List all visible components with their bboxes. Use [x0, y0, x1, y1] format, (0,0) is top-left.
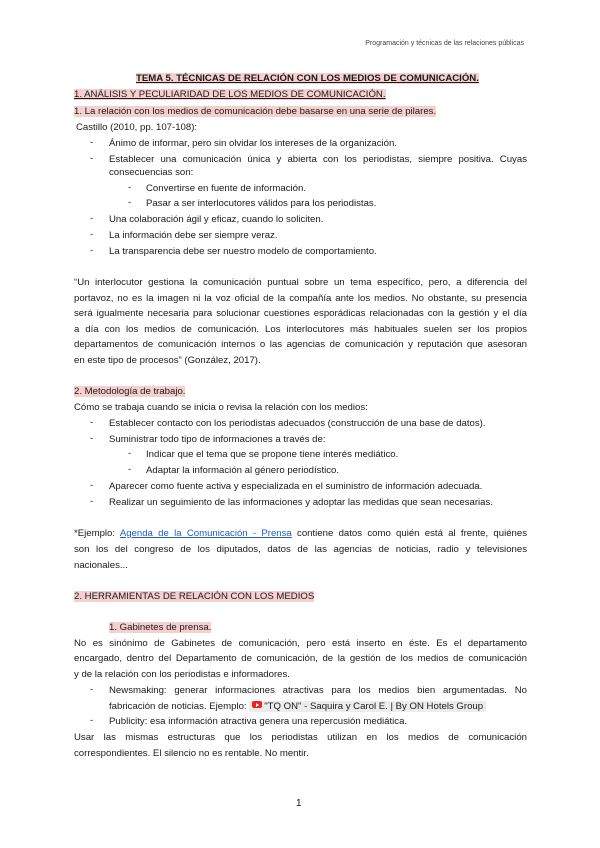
page-header: Programación y técnicas de las relaciones públicas — [365, 40, 524, 47]
section-heading-methodology: 2. Metodología de trabajo. — [74, 386, 186, 397]
bullet-dash: - — [128, 464, 132, 475]
example-line: son los del congreso de los diputados, datos de las agencias de noticias, radio y televisiones — [74, 544, 527, 555]
page-number: 1 — [296, 798, 302, 809]
bullet-dash: - — [90, 684, 94, 695]
list-item: La información debe ser siempre veraz. — [109, 230, 278, 241]
list-item: Establecer contacto con los periodistas adecuados (construcción de una base de datos). — [109, 418, 486, 429]
example-line: nacionales... — [74, 560, 128, 571]
list-item: Establecer una comunicación única y abierta con los periodistas, siempre positiva. Cuyas — [109, 154, 527, 165]
bullet-dash: - — [90, 433, 94, 444]
section-heading-analysis: 1. ANÁLISIS Y PECULIARIDAD DE LOS MEDIOS DE COMUNICACIÓN. — [74, 89, 386, 100]
list-item: Newsmaking: generar informaciones atractivas para los medios bien argumentadas. No — [109, 685, 527, 696]
example-paragraph: *Ejemplo: Agenda de la Comunicación - Prensa contiene datos como quién está al frente, quiénes — [74, 528, 527, 539]
sub-list-item: Indicar que el tema que se propone tiene interés mediático. — [146, 449, 399, 460]
list-item-continuation: consecuencias son: — [109, 167, 194, 178]
list-item: Realizar un seguimiento de las informaciones y adoptar las medidas que sean necesarias. — [109, 497, 493, 508]
section-heading-tools: 2. HERRAMIENTAS DE RELACIÓN CON LOS MEDIOS — [74, 591, 315, 602]
list-item: Aparecer como fuente activa y especializada en el suministro de información adecuada. — [109, 481, 483, 492]
methodology-intro: Cómo se trabaja cuando se inicia o revisa la relación con los medios: — [74, 402, 368, 413]
list-item: Ánimo de informar, pero sin olvidar los intereses de la organización. — [109, 138, 397, 149]
bullet-dash: - — [90, 137, 94, 148]
bullet-dash: - — [90, 229, 94, 240]
bullet-dash: - — [90, 496, 94, 507]
list-item-continuation: fabricación de noticias. Ejemplo: "TQ ON" - Saquira y Carol E. | By ON Hotels Group — [109, 700, 486, 713]
paragraph-line: encargado, dentro del Departamento de comunicación, de la gestión de los medios de comunicación — [74, 653, 527, 664]
video-link-chip[interactable]: "TQ ON" - Saquira y Carol E. | By ON Hotels Group — [249, 701, 486, 712]
paragraph-line: correspondientes. El silencio no es rentable. No mentir. — [74, 748, 309, 759]
list-item: Una colaboración ágil y eficaz, cuando lo soliciten. — [109, 214, 324, 225]
list-item: La transparencia debe ser nuestro modelo de comportamiento. — [109, 246, 377, 257]
quote-line: será igualmente necesaria para solucionar cuestiones esporádicas relacionadas con la gestión y el día — [74, 308, 527, 319]
sub-list-item: Pasar a ser interlocutores válidos para los periodistas. — [146, 198, 377, 209]
bullet-dash: - — [128, 448, 132, 459]
subheading-press-offices: 1. Gabinetes de prensa. — [109, 622, 212, 633]
quote-line: departamentos de comunicación internos o las agencias de comunicación y reputación que asesoran — [74, 339, 527, 350]
list-item: Suministrar todo tipo de informaciones a través de: — [109, 434, 326, 445]
bullet-dash: - — [90, 417, 94, 428]
youtube-icon — [252, 701, 262, 708]
document-title: TEMA 5. TÉCNICAS DE RELACIÓN CON LOS MEDIOS DE COMUNICACIÓN. — [136, 73, 479, 84]
sub-list-item: Convertirse en fuente de información. — [146, 183, 306, 194]
bullet-dash: - — [90, 480, 94, 491]
quote-line: “Un interlocutor gestiona la comunicación puntual sobre un tema específico, pero, a diferencia del — [74, 277, 527, 288]
paragraph-line: Usar las mismas estructuras que los periodistas utilizan en los medios de comunicación — [74, 732, 527, 743]
paragraph-line: y de la relación con los periodistas e informadores. — [74, 669, 290, 680]
quote-line: a día con los medios de comunicación. Los interlocutores más habituales suelen ser los propios — [74, 324, 527, 335]
bullet-dash: - — [128, 197, 132, 208]
bullet-dash: - — [128, 182, 132, 193]
quote-line: en este tipo de procesos” (González, 2017). — [74, 355, 261, 366]
bullet-dash: - — [90, 153, 94, 164]
bullet-dash: - — [90, 213, 94, 224]
quote-line: portavoz, no es la imagen ni la voz oficial de la compañía ante los medios. No obstante, su presencia — [74, 293, 527, 304]
agenda-comunicacion-link[interactable]: Agenda de la Comunicación - Prensa — [119, 528, 292, 539]
bullet-dash: - — [90, 715, 94, 726]
citation-castillo: Castillo (2010, pp. 107-108): — [76, 122, 198, 133]
paragraph-line: No es sinónimo de Gabinetes de comunicación, pero está inserto en éste. Es el departamento — [74, 638, 527, 649]
bullet-dash: - — [90, 245, 94, 256]
subheading-pillars: 1. La relación con los medios de comunicación debe basarse en una serie de pilares. — [74, 106, 437, 117]
sub-list-item: Adaptar la información al género periodístico. — [146, 465, 340, 476]
list-item: Publicity: esa información atractiva genera una repercusión mediática. — [109, 716, 408, 727]
